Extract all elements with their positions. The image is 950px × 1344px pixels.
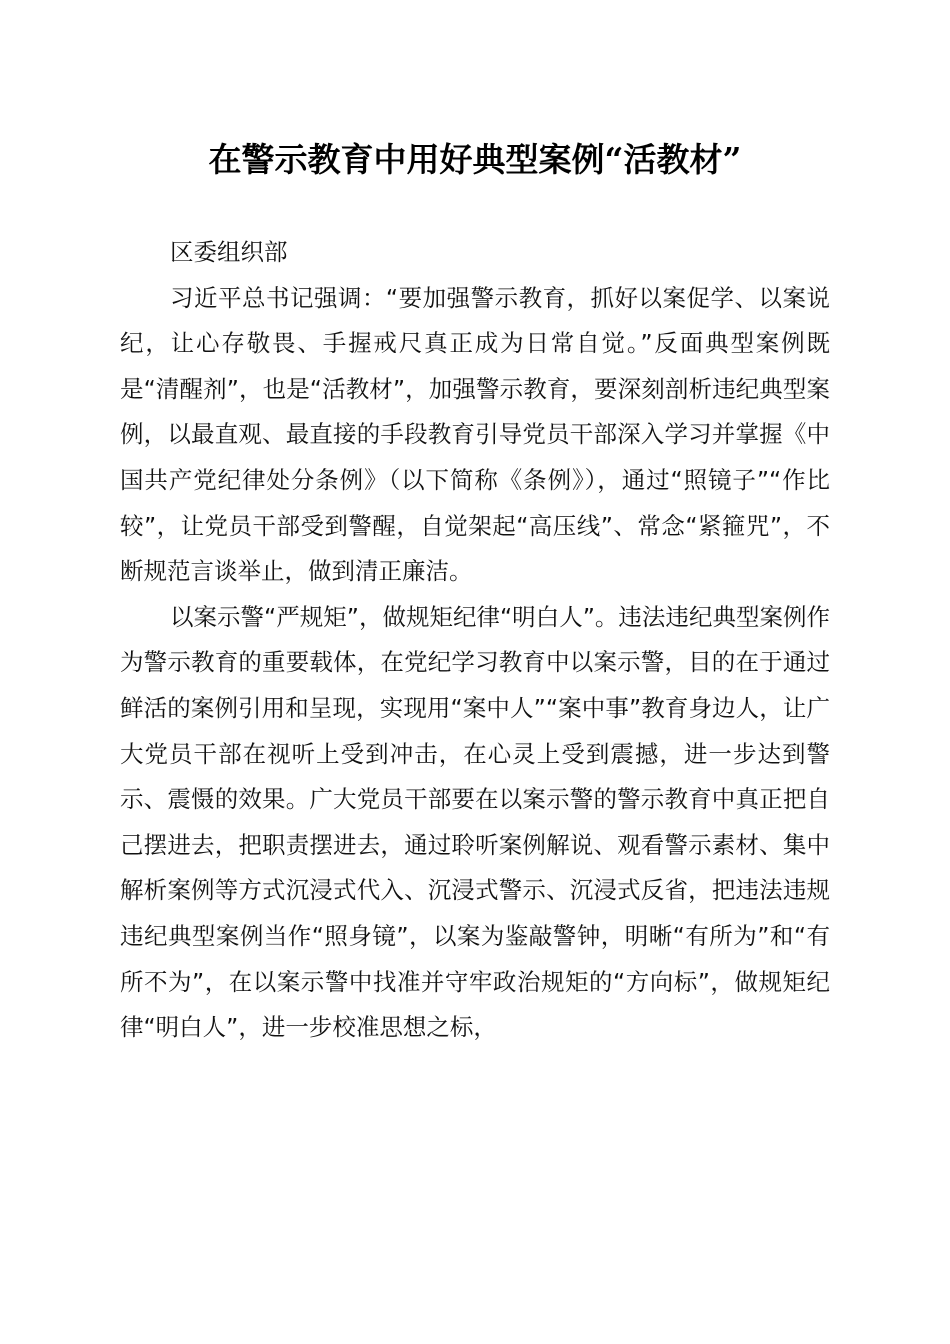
paragraph-1: 习近平总书记强调：“要加强警示教育，抓好以案促学、以案说纪，让心存敬畏、手握戒尺真正成为日常自觉。”反面典型案例既是“清醒剂”，也是“活教材”，加强警示教育，要深刻剖析违纪典型案例，以最直观、最直接的手段教育引导党员干部深入学习并掌握《中国共产党纪律处分条例》（以下简称《条例》），通过“照镜子”“作比较”，让党员干部受到警醒，自觉架起“高压线”、常念“紧箍咒”，不断规范言谈举止，做到清正廉洁。 (120, 283, 830, 586)
document-title: 在警示教育中用好典型案例“活教材” (208, 140, 742, 179)
author-line: 区委组织部 (170, 238, 288, 266)
document-body (120, 230, 830, 1051)
paragraph-2: 以案示警“严规矩”，做规矩纪律“明白人”。违法违纪典型案例作为警示教育的重要载体，在党纪学习教育中以案示警，目的在于通过鲜活的案例引用和呈现，实现用“案中人”“案中事”教育身边人，让广大党员干部在视听上受到冲击，在心灵上受到震撼，进一步达到警示、震慑的效果。广大党员干部要在以案示警的警示教育中真正把自己摆进去，把职责摆进去，通过聆听案例解说、观看警示素材、集中解析案例等方式沉浸式代入、沉浸式警示、沉浸式反省，把违法违规违纪典型案例当作“照身镜”，以案为鉴敲警钟，明晰“有所为”和“有所不为”，在以案示警中找准并守牢政治规矩的“方向标”，做规矩纪律“明白人”，进一步校准思想之标， (120, 602, 830, 1042)
